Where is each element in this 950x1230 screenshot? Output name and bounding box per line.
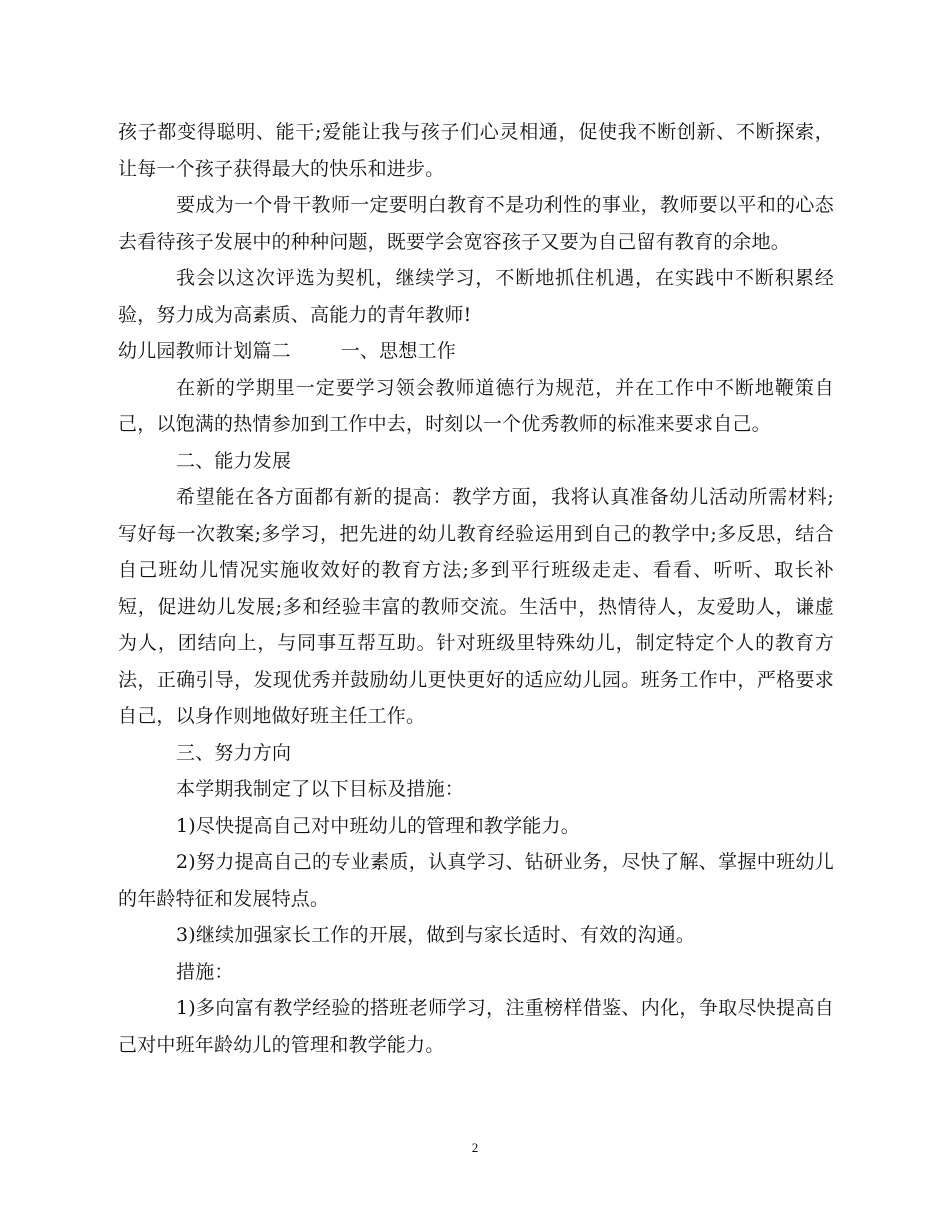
paragraph: 孩子都变得聪明、能干;爱能让我与孩子们心灵相通，促使我不断创新、不断探索，让每一个孩子获得最大的快乐和进步。 — [118, 121, 834, 180]
list-item: 3)继续加强家长工作的开展，做到与家长适时、有效的沟通。 — [176, 924, 696, 946]
list-item: 1)尽快提高自己对中班幼儿的管理和教学能力。 — [176, 814, 580, 837]
section-heading: 三、努力方向 — [176, 741, 292, 764]
paragraph: 要成为一个骨干教师一定要明白教育不是功利性的事业，教师要以平和的心态去看待孩子发展中的种种问题，既要学会宽容孩子又要为自己留有教育的余地。 — [118, 194, 834, 253]
list-item: 2)努力提高自己的专业素质，认真学习、钻研业务，尽快了解、掌握中班幼儿的年龄特征和发展特点。 — [118, 851, 834, 910]
document-body — [118, 114, 834, 1063]
page-number: 2 — [471, 1140, 479, 1155]
paragraph: 我会以这次评选为契机，继续学习，不断地抓住机遇，在实践中不断积累经验，努力成为高素质、高能力的青年教师! — [118, 267, 834, 326]
paragraph: 在新的学期里一定要学习领会教师道德行为规范，并在工作中不断地鞭策自己，以饱满的热情参加到工作中去，时刻以一个优秀教师的标准来要求自己。 — [118, 376, 834, 435]
paragraph: 希望能在各方面都有新的提高：教学方面，我将认真准备幼儿活动所需材料;写好每一次教案;多学习，把先进的幼儿教育经验运用到自己的教学中;多反思，结合自己班幼儿情况实施收效好的教育方法;多到平行班级走走、看看、听听、取长补短，促进幼儿发展;多和经验丰富的教师交流。生活中，热情待人，友爱助人，谦虚为人，团结向上，与同事互帮互助。针对班级里特殊幼儿，制定特定个人的教育方法，正确引导，发现优秀并鼓励幼儿更快更好的适应幼儿园。班务工作中，严格要求自己，以身作则地做好班主任工作。 — [118, 486, 834, 727]
list-item: 1)多向富有教学经验的搭班老师学习，注重榜样借鉴、内化，争取尽快提高自己对中班年龄幼儿的管理和教学能力。 — [118, 997, 834, 1056]
paragraph: 本学期我制定了以下目标及措施： — [176, 778, 465, 800]
section-heading: 幼儿园教师计划篇二 一、思想工作 — [118, 340, 456, 362]
section-heading: 二、能力发展 — [176, 449, 292, 472]
paragraph: 措施： — [176, 960, 234, 983]
